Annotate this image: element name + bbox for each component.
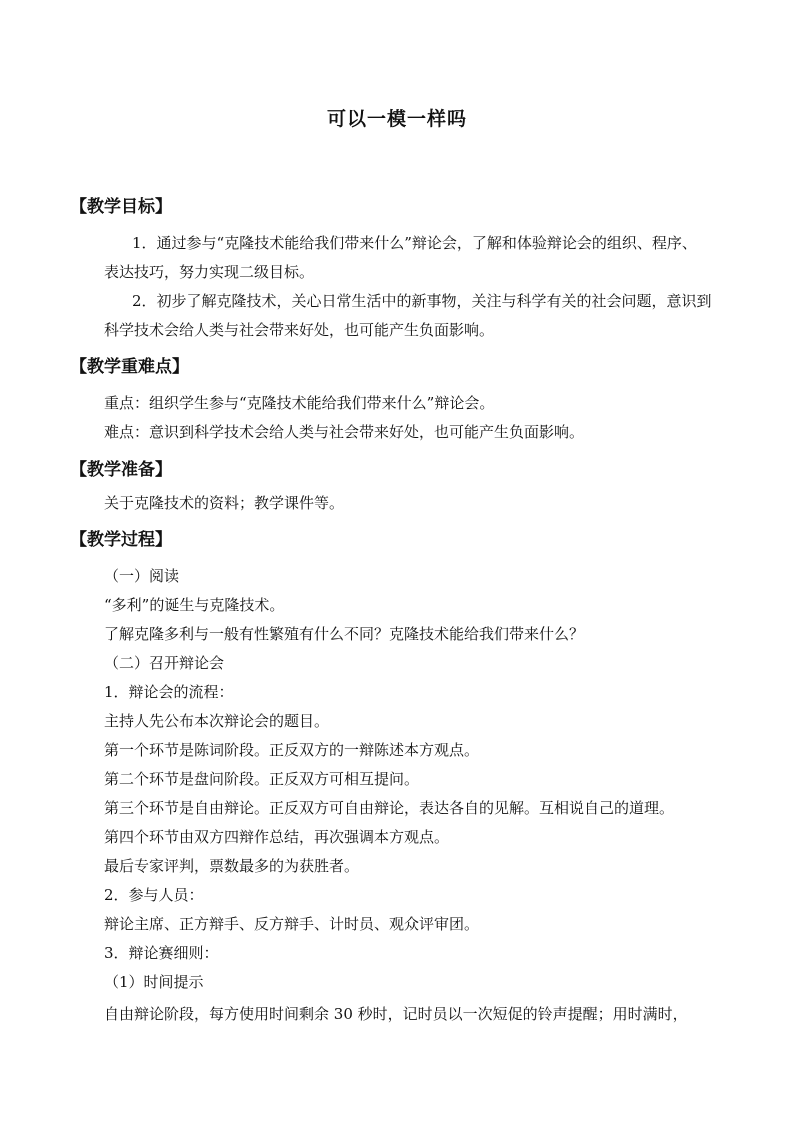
goal-1-line-1: 1．通过参与“克隆技术能给我们带来什么”辩论会，了解和体验辩论会的组织、程序、 <box>132 234 697 252</box>
heading-teaching-goals: 【教学目标】 <box>70 197 172 217</box>
process-line: 第二个环节是盘问阶段。正反双方可相互提问。 <box>104 770 420 788</box>
document-title: 可以一模一样吗 <box>326 108 467 130</box>
process-line: 第三个环节是自由辩论。正反双方可自由辩论，表达各自的见解。互相说自己的道理。 <box>104 799 675 817</box>
process-line: 了解克隆多利与一般有性繁殖有什么不同？克隆技术能给我们带来什么？ <box>104 625 585 643</box>
process-line: （1）时间提示 <box>104 973 204 991</box>
preparation-text: 关于克隆技术的资料；教学课件等。 <box>104 494 345 512</box>
process-line: 1．辩论会的流程： <box>104 683 234 701</box>
process-line: 第四个环节由双方四辩作总结，再次强调本方观点。 <box>104 828 450 846</box>
process-line: 最后专家评判，票数最多的为获胜者。 <box>104 857 360 875</box>
goal-2-line-2: 科学技术会给人类与社会带来好处，也可能产生负面影响。 <box>104 321 495 339</box>
process-line: 第一个环节是陈词阶段。正反双方的一辩陈述本方观点。 <box>104 741 480 759</box>
process-line: （二）召开辩论会 <box>104 654 225 672</box>
process-line: 3．辩论赛细则： <box>104 944 219 962</box>
heading-key-points: 【教学重难点】 <box>70 357 189 377</box>
process-line: 辩论主席、正方辩手、反方辩手、计时员、观众评审团。 <box>104 915 480 933</box>
process-line: 主持人先公布本次辩论会的题目。 <box>104 712 330 730</box>
heading-preparation: 【教学准备】 <box>70 460 172 480</box>
heading-process: 【教学过程】 <box>70 530 172 550</box>
goal-1-line-2: 表达技巧，努力实现二级目标。 <box>104 263 315 281</box>
process-line: 2．参与人员： <box>104 886 204 904</box>
process-line: （一）阅读 <box>104 567 180 585</box>
key-point-difficulty: 难点：意识到科学技术会给人类与社会带来好处，也可能产生负面影响。 <box>104 423 585 441</box>
process-line: 自由辩论阶段，每方使用时间剩余 30 秒时，记时员以一次短促的铃声提醒；用时满时， <box>104 1005 688 1023</box>
goal-2-line-1: 2．初步了解克隆技术，关心日常生活中的新事物，关注与科学有关的社会问题，意识到 <box>132 292 712 310</box>
process-line: “多利”的诞生与克隆技术。 <box>104 596 285 614</box>
key-point-focus: 重点：组织学生参与“克隆技术能给我们带来什么”辩论会。 <box>104 394 495 412</box>
